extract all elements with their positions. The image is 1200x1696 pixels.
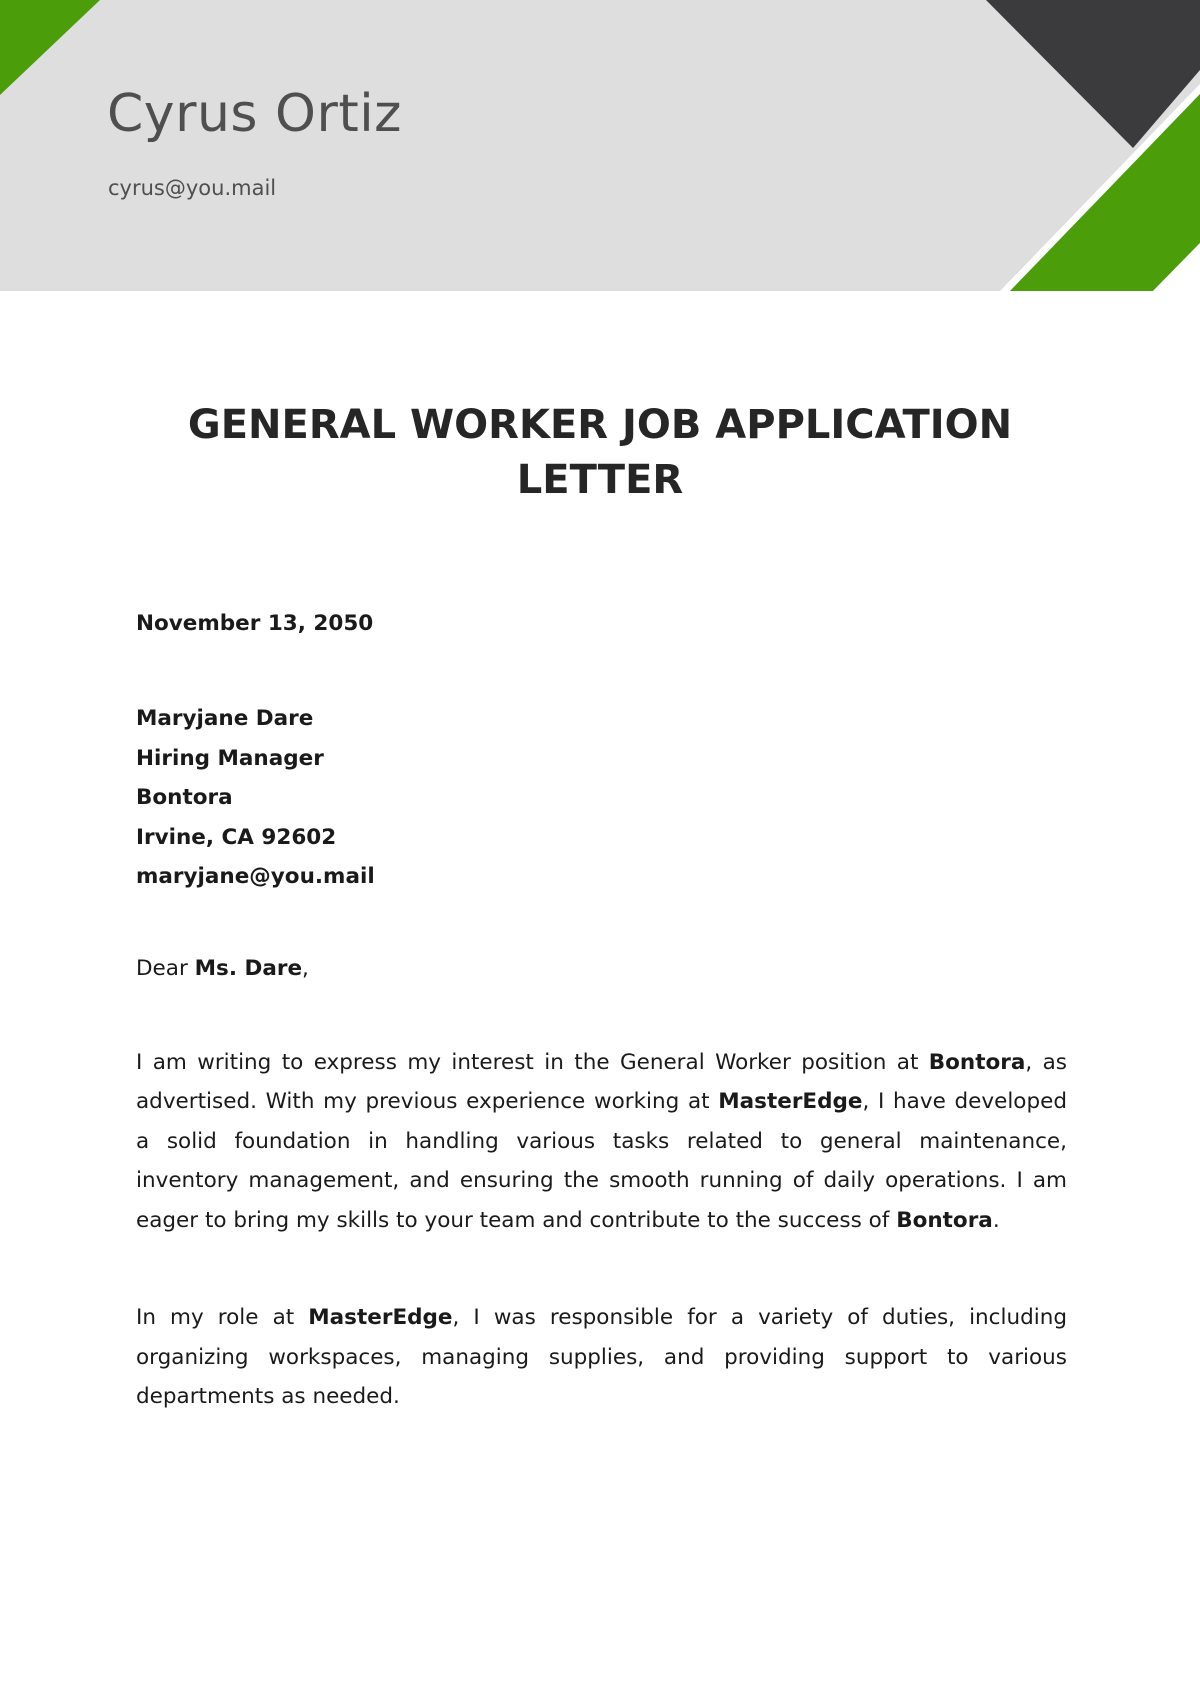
recipient-role: Hiring Manager <box>136 745 324 771</box>
recipient-name: Maryjane Dare <box>136 706 314 731</box>
paragraph-1-company-1: Bontora <box>928 1049 1026 1075</box>
paragraph-2-text-2: , I was responsible for a variety of duties, including organizing workspaces, managing supplies, and providing support to various departments as needed. <box>136 1305 1067 1409</box>
bottom-right-green-band <box>1010 94 1200 291</box>
document-title <box>150 398 1050 508</box>
salutation <box>136 953 1067 985</box>
body-paragraph-2 <box>136 1298 1067 1417</box>
salutation-name: Ms. Dare <box>194 955 303 981</box>
top-left-green-triangle <box>0 0 100 95</box>
recipient-email: maryjane@you.mail <box>136 864 375 889</box>
salutation-suffix: , <box>302 955 309 981</box>
recipient-block <box>136 699 1067 897</box>
document-title-line-1: GENERAL WORKER JOB APPLICATION <box>187 402 1013 448</box>
recipient-company: Bontora <box>136 785 233 810</box>
paragraph-1-text-3: , I have developed a solid foundation in handling various tasks related to general maintenance, inventory management, and ensuring the smooth running of daily operations. I am eager to bring my skills to your team and contribute to the success of <box>136 1089 1067 1233</box>
letterhead-band <box>0 0 1200 291</box>
letter-body <box>136 608 1067 1417</box>
body-paragraph-1 <box>136 1043 1067 1241</box>
salutation-prefix: Dear <box>136 955 195 981</box>
document-title-line-2: LETTER <box>516 457 684 503</box>
paragraph-1-text-2: , as advertised. With my previous experience working at <box>136 1049 1067 1114</box>
sender-name: Cyrus Ortiz <box>107 84 402 144</box>
paragraph-1-text-1: I am writing to express my interest in the General Worker position at <box>136 1049 929 1075</box>
paragraph-1-text-4: . <box>992 1207 1000 1233</box>
paragraph-1-company-2: Bontora <box>896 1207 993 1233</box>
paragraph-1-previous-employer: MasterEdge <box>718 1089 863 1114</box>
recipient-address: Irvine, CA 92602 <box>136 824 337 850</box>
letterhead-decoration <box>0 0 1200 291</box>
sender-email: cyrus@you.mail <box>108 176 277 200</box>
paragraph-2-previous-employer: MasterEdge <box>308 1305 453 1330</box>
letter-date: November 13, 2050 <box>136 611 374 636</box>
paragraph-2-text-1: In my role at <box>136 1305 309 1330</box>
